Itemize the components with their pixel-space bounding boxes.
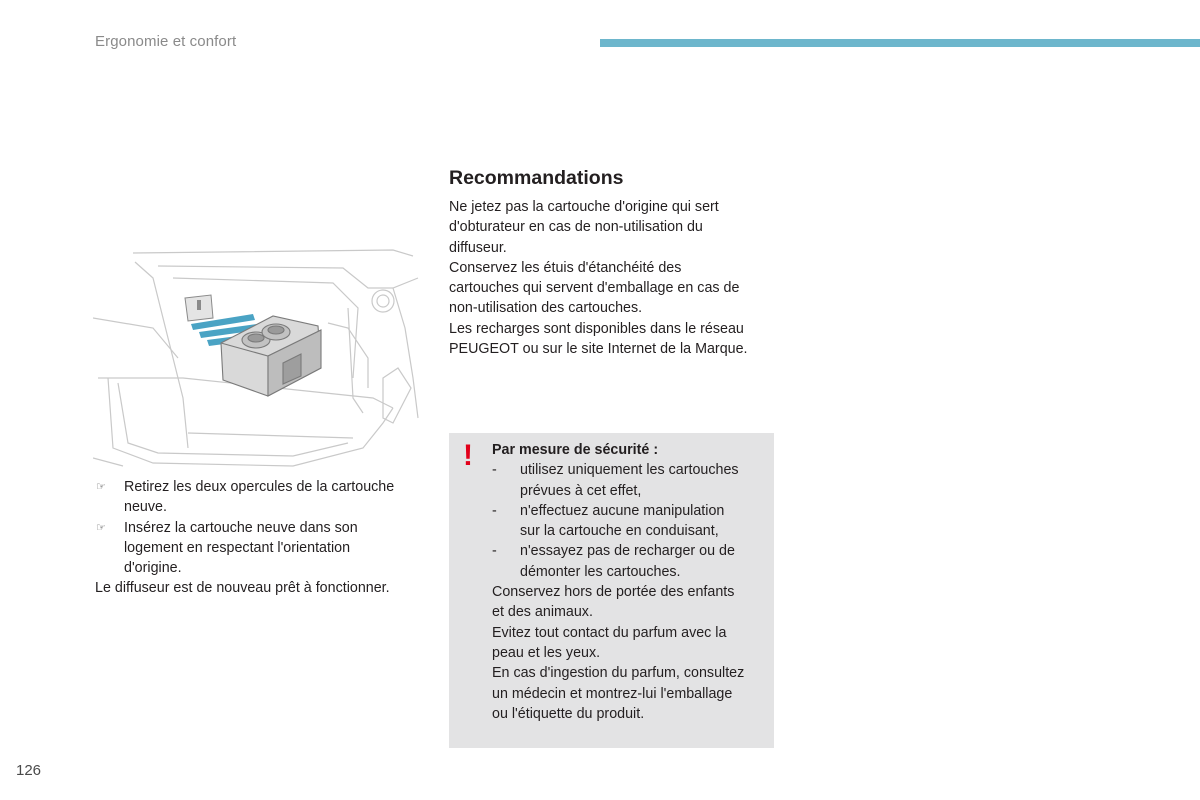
paragraph-line: Ne jetez pas la cartouche d'origine qui sert bbox=[449, 199, 719, 215]
warning-title: Par mesure de sécurité : bbox=[492, 442, 659, 458]
recommendations-body bbox=[449, 197, 779, 359]
dash-bullet: - bbox=[492, 502, 497, 519]
paragraph-line: Evitez tout contact du parfum avec la bbox=[492, 624, 727, 641]
warning-exclamation-icon: ! bbox=[463, 439, 473, 472]
step-text: neuve. bbox=[124, 499, 167, 516]
safety-warning-box bbox=[449, 433, 774, 748]
page-number: 126 bbox=[16, 762, 42, 779]
paragraph-line: non-utilisation des cartouches. bbox=[449, 300, 643, 317]
step-text: Insérez la cartouche neuve dans son bbox=[124, 519, 358, 536]
recommendations-heading: Recommandations bbox=[449, 167, 624, 189]
warning-item-text: n'essayez pas de recharger ou de bbox=[520, 543, 735, 560]
paragraph-line: PEUGEOT ou sur le site Internet de la Marque. bbox=[449, 341, 748, 358]
paragraph-line: ou l'étiquette du produit. bbox=[492, 705, 645, 722]
paragraph-line: diffuseur. bbox=[449, 239, 507, 256]
list-item bbox=[492, 501, 772, 542]
glovebox-diffuser-illustration bbox=[93, 248, 421, 470]
paragraph-line: Conservez hors de portée des enfants bbox=[492, 584, 735, 601]
step-text: logement en respectant l'orientation bbox=[124, 539, 351, 556]
paragraph-line: et des animaux. bbox=[492, 604, 593, 621]
paragraph-line: cartouches qui servent d'emballage en cas de bbox=[449, 280, 740, 297]
warning-item-text: prévues à cet effet, bbox=[520, 482, 642, 499]
list-item bbox=[95, 477, 425, 518]
dash-bullet: - bbox=[492, 462, 497, 479]
paragraph-line: En cas d'ingestion du parfum, consultez bbox=[492, 665, 745, 682]
steps-closing-text: Le diffuseur est de nouveau prêt à fonctionner. bbox=[95, 580, 390, 597]
cartridge-icon bbox=[185, 295, 213, 321]
dash-bullet: - bbox=[492, 543, 497, 560]
paragraph-line: d'obturateur en cas de non-utilisation du bbox=[449, 219, 703, 236]
paragraph-line: Conservez les étuis d'étanchéité des bbox=[449, 259, 682, 276]
step-text: d'origine. bbox=[124, 560, 182, 577]
list-item bbox=[95, 518, 425, 579]
warning-item-text: utilisez uniquement les cartouches bbox=[520, 462, 739, 479]
paragraph-line: un médecin et montrez-lui l'emballage bbox=[492, 685, 733, 702]
paragraph-line: peau et les yeux. bbox=[492, 644, 601, 661]
section-title: Ergonomie et confort bbox=[95, 33, 237, 50]
warning-item-text: n'effectuez aucune manipulation bbox=[520, 502, 725, 519]
paragraph-line: Les recharges sont disponibles dans le réseau bbox=[449, 320, 744, 337]
list-item bbox=[492, 541, 772, 582]
hand-pointer-icon: ☞ bbox=[96, 521, 106, 534]
header-accent-bar bbox=[600, 39, 1200, 47]
list-item bbox=[492, 460, 772, 501]
step-text: Retirez les deux opercules de la cartouche bbox=[124, 479, 395, 495]
steps-list bbox=[95, 477, 425, 599]
hand-pointer-icon: ☞ bbox=[96, 481, 106, 493]
warning-item-text: démonter les cartouches. bbox=[520, 563, 681, 580]
warning-item-text: sur la cartouche en conduisant, bbox=[520, 523, 719, 540]
